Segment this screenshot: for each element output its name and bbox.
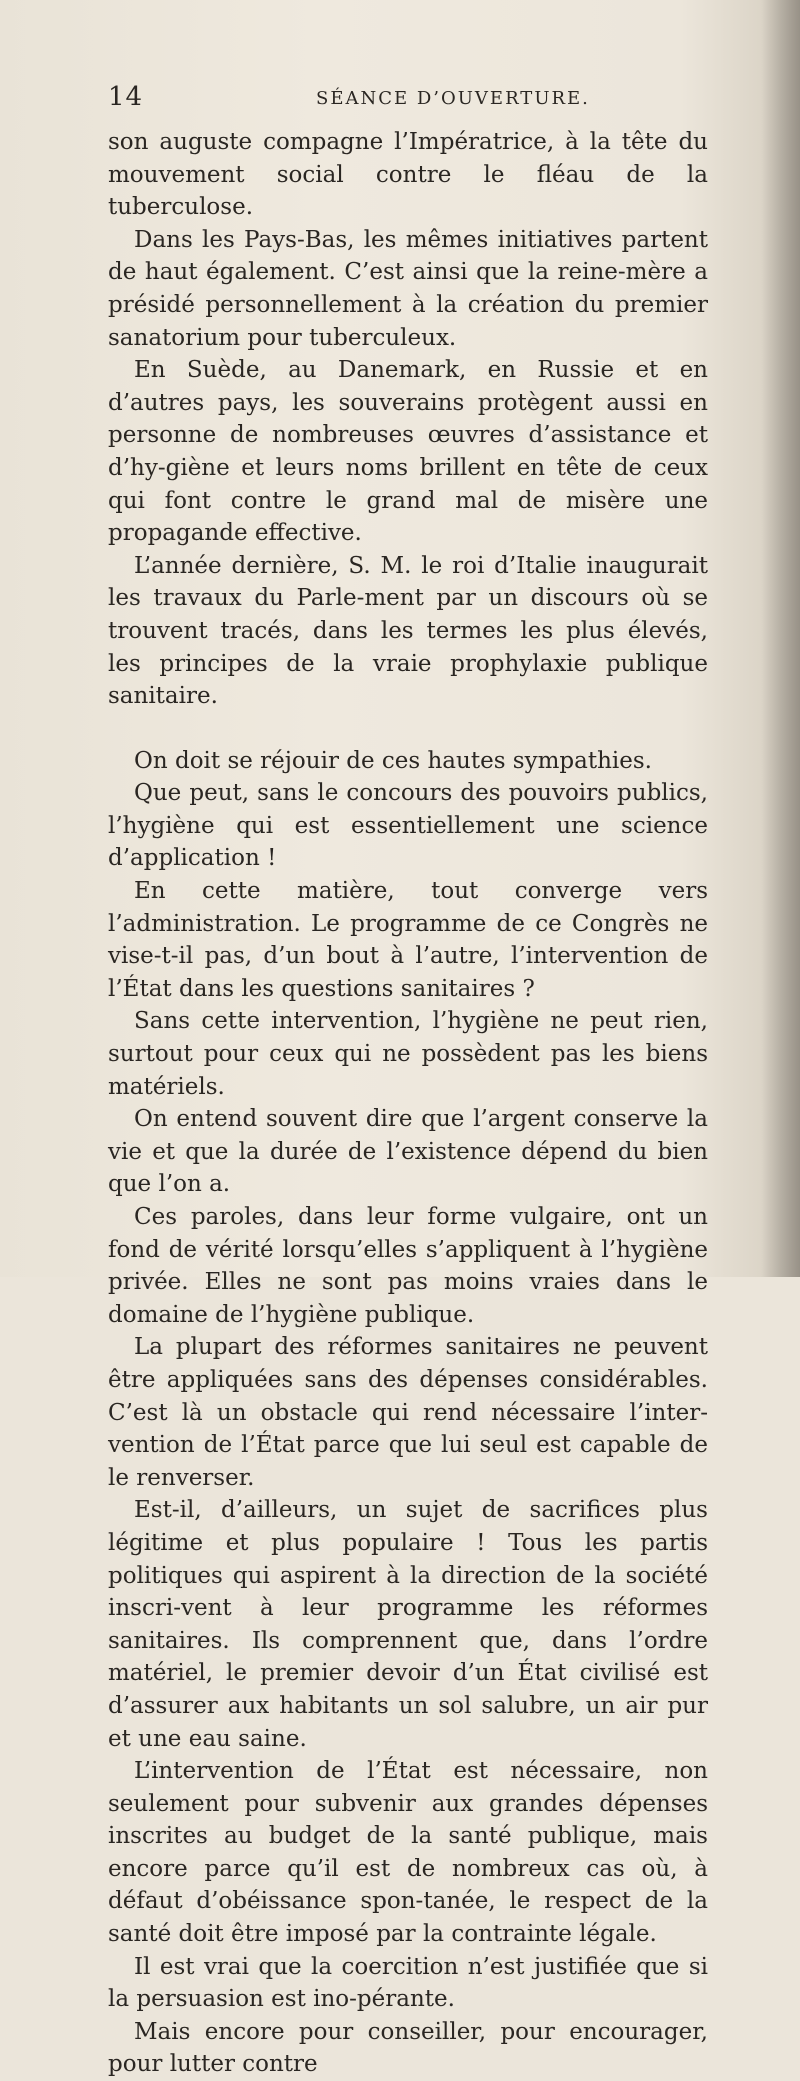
paragraph: L’année dernière, S. M. le roi d’Italie inaugurait les travaux du Parle-ment par un discours où se trouvent tracés, dans les termes les plus élevés, les principes de la vraie prophylaxie publique sanitaire. [108,552,708,710]
paragraph: Dans les Pays-Bas, les mêmes initiatives partent de haut également. C’est ainsi que la reine-mère a présidé personnellement à la création du premier sanatorium pour tuberculeux. [108,226,708,351]
paragraph: En cette matière, tout converge vers l’administration. Le programme de ce Congrès ne vise-t-il pas, d’un bout à l’autre, l’intervention de l’État dans les questions sanitaires ? [108,878,708,1002]
paragraph: son auguste compagne l’Impératrice, à la tête du mouvement social contre le fléau de la tuberculose. [108,129,708,221]
paragraph: On doit se réjouir de ces hautes sympathies. [134,747,652,774]
body-text [108,126,708,2081]
paragraph: L’intervention de l’État est nécessaire, non seulement pour subvenir aux grandes dépenses inscrites au budget de la santé publique, mais encore parce qu’il est de nombreux cas où, à défaut d’obéissance spon-tanée, le respect de la santé doit être imposé par la contrainte légale. [108,1758,708,1948]
paragraph: Est-il, d’ailleurs, un sujet de sacrifices plus légitime et plus populaire ! Tous les partis politiques qui aspirent à la direction de la société inscri-vent à leur programme les réformes sanitaires. Ils comprennent que, dans l’ordre matériel, le premier devoir d’un État civilisé est d’assurer aux habitants un sol salubre, un air pur et une eau saine. [108,1497,708,1752]
page-edge-shadow [762,0,800,1277]
paragraph: En Suède, au Danemark, en Russie et en d’autres pays, les souverains protègent aussi en personne de nombreuses œuvres d’assistance et d’hy-giène et leurs noms brillent en tête de ceux qui font contre le grand mal de misère une propagande effective. [108,357,708,547]
page-number: 14 [108,82,144,112]
paragraph: Mais encore pour conseiller, pour encourager, pour lutter contre [108,2018,708,2078]
paragraph: Que peut, sans le concours des pouvoirs publics, l’hygiène qui est essentiellement une science d’application ! [108,780,708,872]
paragraph: Il est vrai que la coercition n’est justifiée que si la persuasion est ino-pérante. [108,1953,708,2013]
page-header [108,82,708,112]
paragraph: Ces paroles, dans leur forme vulgaire, ont un fond de vérité lorsqu’elles s’appliquent à l’hygiène privée. Elles ne sont pas moins vraies dans le domaine de l’hygiène publique. [108,1204,708,1328]
running-title: SÉANCE D’OUVERTURE. [316,88,590,109]
paragraph: Sans cette intervention, l’hygiène ne peut rien, surtout pour ceux qui ne possèdent pas les biens matériels. [108,1008,708,1100]
paragraph: La plupart des réformes sanitaires ne peuvent être appliquées sans des dépenses considérables. C’est là un obstacle qui rend nécessaire l’inter-vention de l’État parce que lui seul est capable de le renverser. [108,1334,708,1491]
paragraph: On entend souvent dire que l’argent conserve la vie et que la durée de l’existence dépend du bien que l’on a. [108,1106,708,1198]
